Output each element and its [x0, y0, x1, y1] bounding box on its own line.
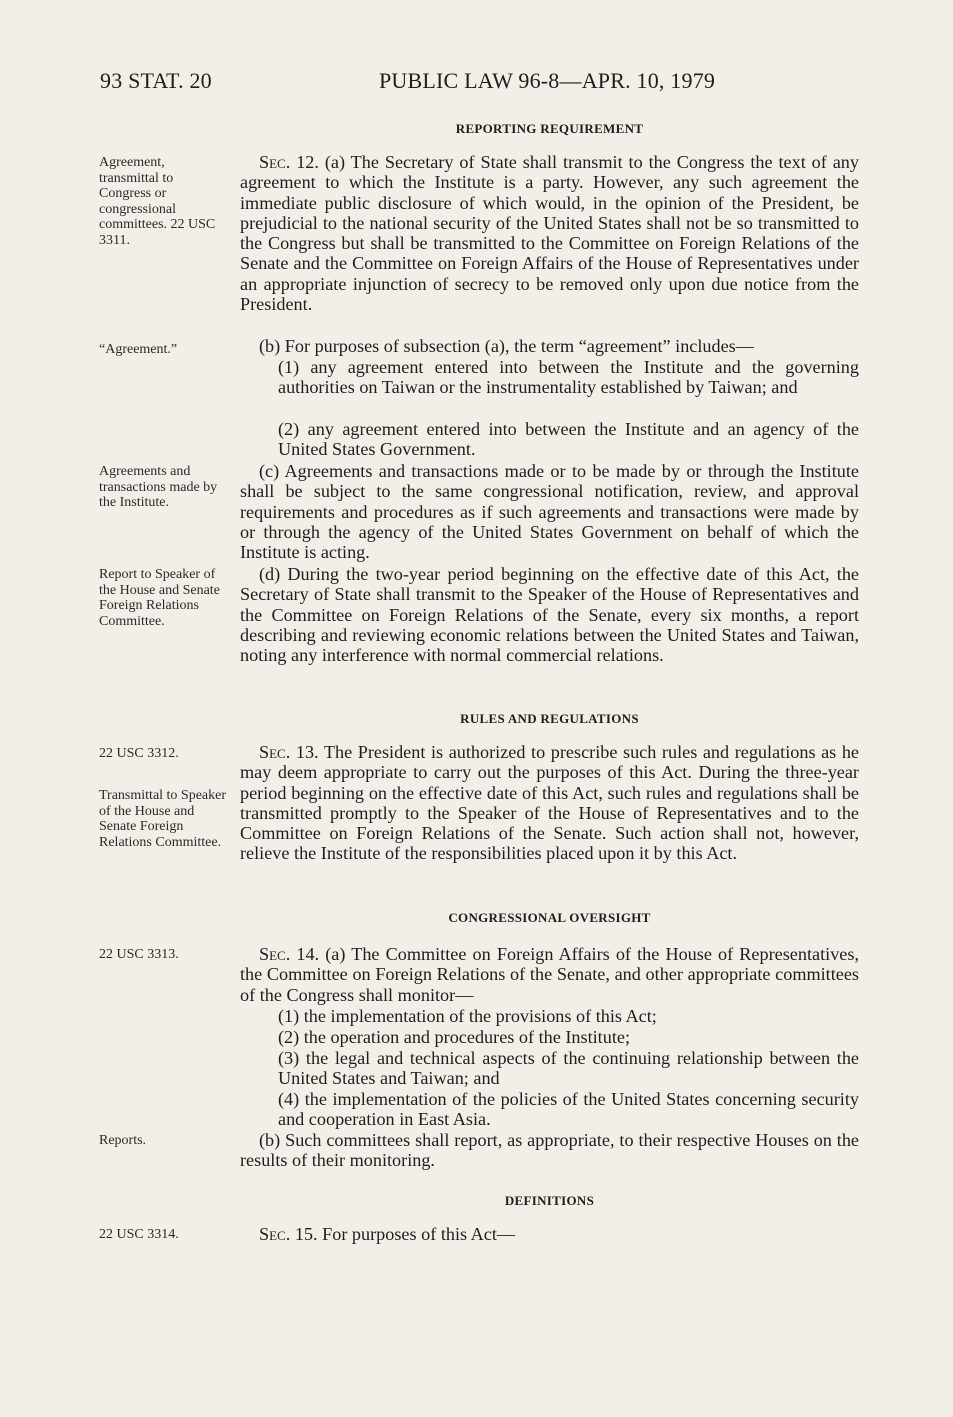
margin-note-agreement-term: “Agreement.”	[99, 342, 178, 357]
margin-note-agreements-transactions: Agreements and transactions made by the Institute.	[99, 464, 218, 511]
margin-note-transmittal: Transmittal to Speaker of the House and Senate Foreign Relations Committee.	[99, 788, 227, 850]
margin-note-reports: Reports.	[99, 1133, 147, 1148]
sec15-paragraph	[240, 1224, 859, 1244]
sec12-label: Sec. 12.	[259, 152, 319, 172]
sec13-text: The President is authorized to prescribe such rules and regulations as he may deem appropriate to carry out the purposes of this Act. During the three-year period beginning on the effective date of this Act, such rules and regulations shall be transmitted promptly to the Speaker of the House of Representatives and to the Committee on Foreign Relations of the Senate. Such action shall not, however, relieve the Institute of the responsibilities placed upon it by this Act.	[240, 742, 859, 864]
sec14-clause-a1: (1) the implementation of the provisions of this Act;	[278, 1006, 657, 1026]
sec12-paragraph-a	[240, 152, 859, 314]
sec14-clause-a3: (3) the legal and technical aspects of the continuing relationship between the United States and Taiwan; and	[278, 1048, 859, 1089]
margin-note-usc-3312: 22 USC 3312.	[99, 746, 179, 761]
sec12-a-text: (a) The Secretary of State shall transmit to the Congress the text of any agreement to which the Institute is a party. However, any such agreement the immediate public disclosure of which would, in the opinion of the President, be prejudicial to the national security of the United States shall not be so transmitted to the Congress but shall be transmitted to the Committee on Foreign Relations of the Senate and the Committee on Foreign Affairs of the House of Representatives under an appropriate injunction of secrecy to be removed only upon due notice from the President.	[240, 152, 859, 315]
margin-note-report: Report to Speaker of the House and Senate Foreign Relations Committee.	[99, 567, 220, 629]
sec14-a-text: (a) The Committee on Foreign Affairs of the House of Representatives, the Committee on Foreign Relations of the Senate, and other appropriate committees of the Congress shall monitor—	[240, 944, 859, 1005]
sec13-label: Sec. 13.	[259, 742, 319, 762]
running-header: PUBLIC LAW 96-8—APR. 10, 1979	[379, 68, 716, 93]
sec12-paragraph-d: (d) During the two-year period beginning on the effective date of this Act, the Secretary of State shall transmit to the Speaker of the House of Representatives and the Committee on Foreign Relations of the Senate, every six months, a report describing and reviewing economic relations between the United States and Taiwan, noting any interference with normal commercial relations.	[240, 564, 859, 666]
heading-reporting-requirement: REPORTING REQUIREMENT	[455, 121, 644, 136]
margin-note-usc-3314: 22 USC 3314.	[99, 1227, 179, 1242]
sec12-paragraph-c: (c) Agreements and transactions made or to be made by or through the Institute shall be subject to the same congressional notification, review, and approval requirements and procedures as if such agreements and transactions were made by or through the agency of the United States Government on behalf of which the Institute is acting.	[240, 461, 859, 563]
margin-note-agreement-transmittal: Agreement, transmittal to Congress or congressional committees. 22 USC 3311.	[99, 155, 216, 248]
sec13-paragraph	[240, 742, 859, 864]
heading-congressional-oversight: CONGRESSIONAL OVERSIGHT	[448, 910, 651, 925]
heading-definitions: DEFINITIONS	[504, 1193, 595, 1208]
sec14-clause-a2: (2) the operation and procedures of the Institute;	[278, 1027, 631, 1047]
sec12-clause-b1: (1) any agreement entered into between the Institute and the governing authorities on Taiwan or the instrumentality established by Taiwan; and	[278, 357, 859, 398]
sec14-paragraph-a	[240, 944, 859, 1005]
sec12-paragraph-b: (b) For purposes of subsection (a), the term “agreement” includes—	[259, 336, 754, 356]
sec14-paragraph-b: (b) Such committees shall report, as appropriate, to their respective Houses on the results of their monitoring.	[240, 1130, 859, 1171]
sec14-label: Sec. 14.	[259, 944, 320, 964]
margin-note-usc-3313: 22 USC 3313.	[99, 947, 179, 962]
heading-rules-and-regulations: RULES AND REGULATIONS	[460, 711, 639, 726]
page-reference: 93 STAT. 20	[100, 68, 212, 93]
sec15-text: For purposes of this Act—	[322, 1224, 516, 1244]
sec15-label: Sec. 15.	[259, 1224, 318, 1244]
sec12-clause-b2: (2) any agreement entered into between the Institute and an agency of the United States Government.	[278, 419, 859, 460]
sec14-clause-a4: (4) the implementation of the policies of the United States concerning security and cooperation in East Asia.	[278, 1089, 859, 1130]
